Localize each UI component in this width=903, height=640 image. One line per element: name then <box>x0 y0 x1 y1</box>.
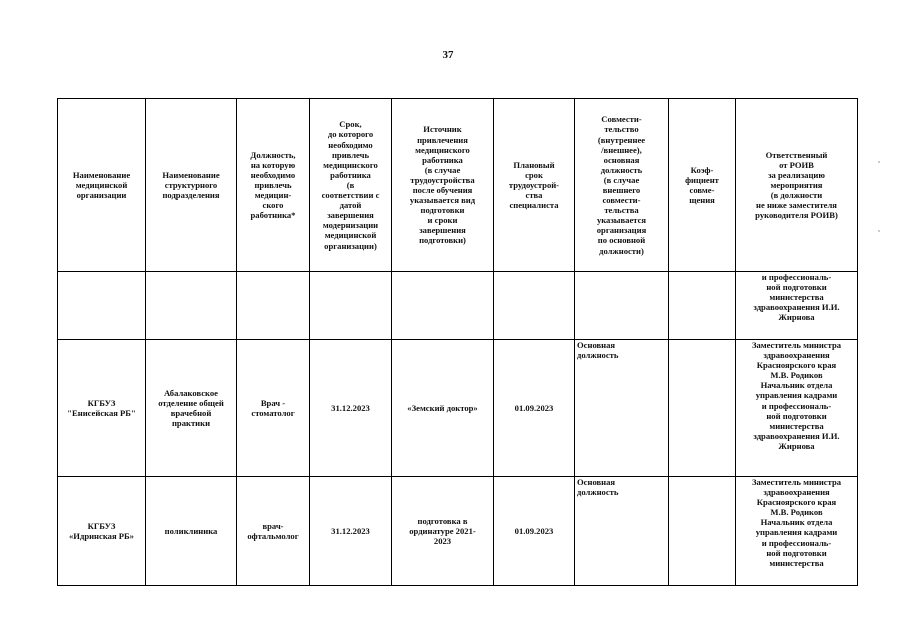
cell-department: поликлиника <box>146 477 237 586</box>
staffing-table <box>57 98 858 586</box>
table-header-row <box>58 99 858 272</box>
cell-department: Абалаковское отделение общей врачебной практики <box>146 340 237 477</box>
table-row <box>58 272 858 340</box>
cell-combination <box>575 272 669 340</box>
header-deadline: Срок, до которого необходимо привлечь медицинского работника (в соответствии с датой завершения модернизации медицинской организации) <box>310 99 392 272</box>
cell-department <box>146 272 237 340</box>
cell-organization: КГБУЗ «Идринская РБ» <box>58 477 146 586</box>
cell-planned-date: 01.09.2023 <box>494 340 575 477</box>
cell-source: подготовка в ординатуре 2021- 2023 <box>392 477 494 586</box>
cell-responsible: и профессиональ- ной подготовки министерства здравоохранения И.И. Жирнова <box>736 272 858 340</box>
header-responsible: Ответственный от РОИВ за реализацию мероприятия (в должности не ниже заместителя руководителя РОИВ) <box>736 99 858 272</box>
cell-planned-date <box>494 272 575 340</box>
scan-speck <box>878 161 880 163</box>
cell-responsible: Заместитель министра здравоохранения Красноярского края М.В. Родиков Начальник отдела управления кадрами и профессиональ- ной подготовки министерства здравоохранения И.И. Жирнова <box>736 340 858 477</box>
cell-coefficient <box>669 272 736 340</box>
header-planned-date: Плановый срок трудоустрой- ства специалиста <box>494 99 575 272</box>
header-organization: Наименование медицинской организации <box>58 99 146 272</box>
cell-coefficient <box>669 340 736 477</box>
table-row <box>58 340 858 477</box>
cell-deadline <box>310 272 392 340</box>
cell-deadline: 31.12.2023 <box>310 477 392 586</box>
cell-planned-date: 01.09.2023 <box>494 477 575 586</box>
cell-organization <box>58 272 146 340</box>
header-department: Наименование структурного подразделения <box>146 99 237 272</box>
header-combination: Совмести- тельство (внутреннее /внешнее), основная должность (в случае внешнего совмести- тельства указывается организация по основной должности) <box>575 99 669 272</box>
cell-position: Врач - стоматолог <box>237 340 310 477</box>
cell-combination: Основная должность <box>575 340 669 477</box>
cell-position: врач- офтальмолог <box>237 477 310 586</box>
scan-speck <box>878 230 880 232</box>
header-position: Должность, на которую необходимо привлечь медицин- ского работника* <box>237 99 310 272</box>
table-row <box>58 477 858 586</box>
cell-organization: КГБУЗ "Енисейская РБ" <box>58 340 146 477</box>
cell-deadline: 31.12.2023 <box>310 340 392 477</box>
cell-source: «Земский доктор» <box>392 340 494 477</box>
page-number: 37 <box>442 49 454 61</box>
cell-responsible: Заместитель министра здравоохранения Красноярского края М.В. Родиков Начальник отдела управления кадрами и профессиональ- ной подготовки министерства <box>736 477 858 586</box>
cell-source <box>392 272 494 340</box>
cell-coefficient <box>669 477 736 586</box>
header-source: Источник привлечения медицинского работника (в случае трудоустройства после обучения указывается вид подготовки и сроки завершения подготовки) <box>392 99 494 272</box>
cell-position <box>237 272 310 340</box>
cell-combination: Основная должность <box>575 477 669 586</box>
header-coefficient: Коэф- фициент совме- щения <box>669 99 736 272</box>
